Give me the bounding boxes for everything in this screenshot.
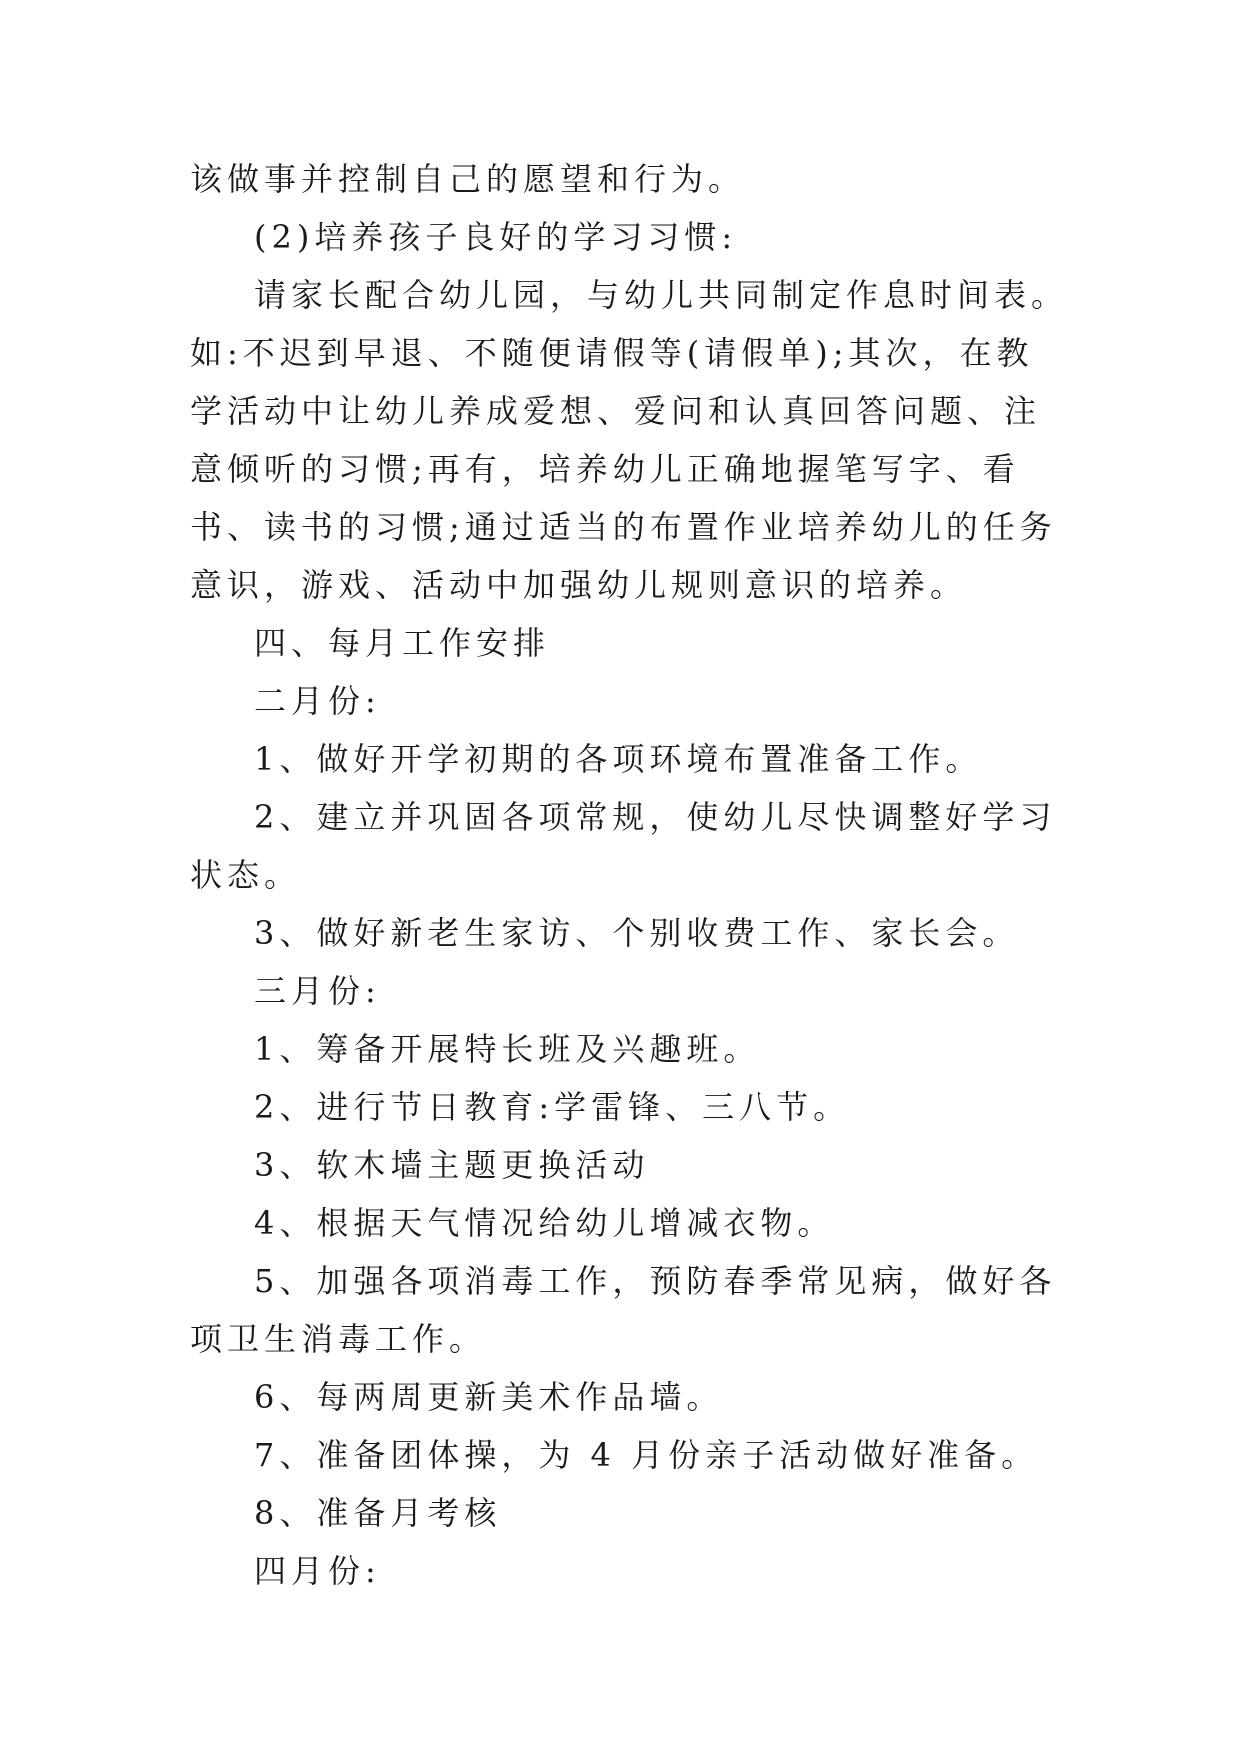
list-item: 4、根据天气情况给幼儿增减衣物。 (254, 1204, 835, 1242)
list-item: 7、准备团体操，为 4 月份亲子活动做好准备。 (254, 1436, 1039, 1474)
paragraph: (2)培养孩子良好的学习习惯: (254, 218, 738, 256)
paragraph: 该做事并控制自己的愿望和行为。 (190, 160, 746, 198)
list-item: 1、筹备开展特长班及兴趣班。 (254, 1030, 761, 1068)
list-item: 1、做好开学初期的各项环境布置准备工作。 (254, 740, 983, 778)
list-item: 2、建立并巩固各项常规，使幼儿尽快调整好学习状态。 (190, 798, 1057, 894)
month-heading: 二月份: (254, 682, 381, 720)
month-heading: 四月份: (254, 1552, 381, 1590)
paragraph: 请家长配合幼儿园，与幼儿共同制定作息时间表。如:不迟到早退、不随便请假等(请假单);其次，在教学活动中让幼儿养成爱想、爱问和认真回答问题、注意倾听的习惯;再有，培养幼儿正确地握笔写字、看书、读书的习惯;通过适当的布置作业培养幼儿的任务意识，游戏、活动中加强幼儿规则意识的培养。 (190, 276, 1069, 604)
list-item: 2、进行节日教育:学雷锋、三八节。 (254, 1088, 851, 1126)
list-item: 5、加强各项消毒工作，预防春季常见病，做好各项卫生消毒工作。 (190, 1262, 1057, 1358)
list-item: 8、准备月考核 (254, 1494, 502, 1532)
section-heading: 四、每月工作安排 (254, 624, 551, 662)
list-item: 3、做好新老生家访、个别收费工作、家长会。 (254, 914, 1020, 952)
list-item: 6、每两周更新美术作品墙。 (254, 1378, 724, 1416)
document-body (190, 150, 1070, 1600)
month-heading: 三月份: (254, 972, 381, 1010)
list-item: 3、软木墙主题更换活动 (254, 1146, 650, 1184)
